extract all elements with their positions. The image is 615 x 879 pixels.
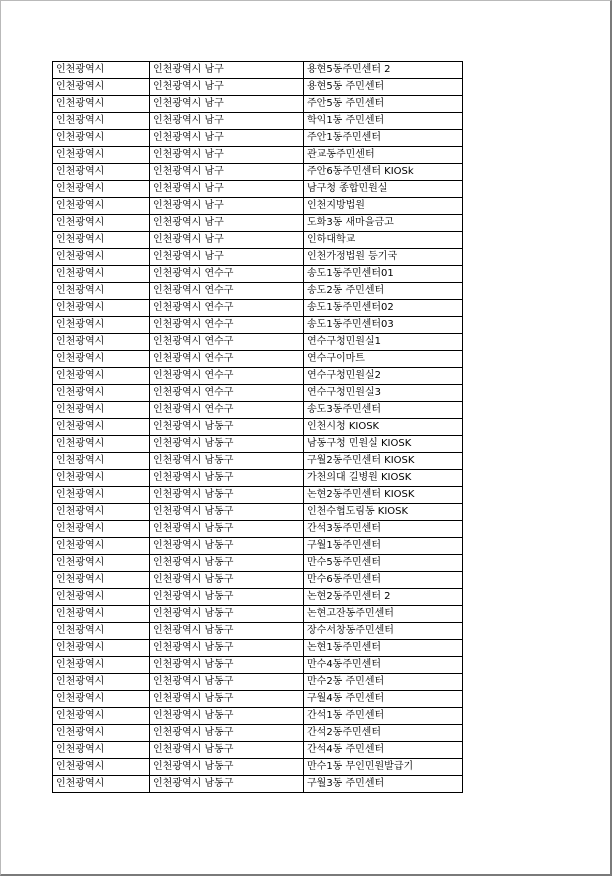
district-cell: 인천광역시 연수구 bbox=[150, 368, 304, 385]
table-row bbox=[53, 181, 463, 198]
table-row bbox=[53, 504, 463, 521]
table-row bbox=[53, 606, 463, 623]
table-row bbox=[53, 623, 463, 640]
district-cell: 인천광역시 연수구 bbox=[150, 385, 304, 402]
location-cell: 논현2동주민센터 2 bbox=[304, 589, 463, 606]
city-cell: 인천광역시 bbox=[53, 674, 150, 691]
location-cell: 만수5동주민센터 bbox=[304, 555, 463, 572]
district-cell: 인천광역시 남동구 bbox=[150, 555, 304, 572]
district-cell: 인천광역시 연수구 bbox=[150, 317, 304, 334]
location-cell: 남동구청 민원실 KIOSK bbox=[304, 436, 463, 453]
location-cell: 구월1동주민센터 bbox=[304, 538, 463, 555]
table-row bbox=[53, 62, 463, 79]
city-cell: 인천광역시 bbox=[53, 113, 150, 130]
city-cell: 인천광역시 bbox=[53, 708, 150, 725]
district-cell: 인천광역시 남동구 bbox=[150, 759, 304, 776]
city-cell: 인천광역시 bbox=[53, 283, 150, 300]
district-cell: 인천광역시 남구 bbox=[150, 130, 304, 147]
location-cell: 인천가정법원 등기국 bbox=[304, 249, 463, 266]
city-cell: 인천광역시 bbox=[53, 776, 150, 793]
location-cell: 송도1동주민센터02 bbox=[304, 300, 463, 317]
table-row bbox=[53, 555, 463, 572]
city-cell: 인천광역시 bbox=[53, 147, 150, 164]
city-cell: 인천광역시 bbox=[53, 521, 150, 538]
district-cell: 인천광역시 남동구 bbox=[150, 521, 304, 538]
city-cell: 인천광역시 bbox=[53, 300, 150, 317]
city-cell: 인천광역시 bbox=[53, 419, 150, 436]
city-cell: 인천광역시 bbox=[53, 436, 150, 453]
table-row bbox=[53, 708, 463, 725]
district-cell: 인천광역시 남구 bbox=[150, 113, 304, 130]
district-cell: 인천광역시 연수구 bbox=[150, 283, 304, 300]
city-cell: 인천광역시 bbox=[53, 198, 150, 215]
district-cell: 인천광역시 남동구 bbox=[150, 538, 304, 555]
location-cell: 논현고잔동주민센터 bbox=[304, 606, 463, 623]
table-row bbox=[53, 759, 463, 776]
table-row bbox=[53, 79, 463, 96]
city-cell: 인천광역시 bbox=[53, 266, 150, 283]
city-cell: 인천광역시 bbox=[53, 368, 150, 385]
city-cell: 인천광역시 bbox=[53, 606, 150, 623]
location-cell: 구월2동주민센터 KIOSK bbox=[304, 453, 463, 470]
table-row bbox=[53, 317, 463, 334]
table-row bbox=[53, 436, 463, 453]
city-cell: 인천광역시 bbox=[53, 640, 150, 657]
location-cell: 송도3동주민센터 bbox=[304, 402, 463, 419]
city-cell: 인천광역시 bbox=[53, 555, 150, 572]
district-cell: 인천광역시 남동구 bbox=[150, 674, 304, 691]
location-cell: 남구청 종합민원실 bbox=[304, 181, 463, 198]
location-cell: 인천지방법원 bbox=[304, 198, 463, 215]
table-row bbox=[53, 113, 463, 130]
location-cell: 용현5동 주민센터 bbox=[304, 79, 463, 96]
table-row bbox=[53, 164, 463, 181]
district-cell: 인천광역시 남구 bbox=[150, 147, 304, 164]
district-cell: 인천광역시 남동구 bbox=[150, 708, 304, 725]
city-cell: 인천광역시 bbox=[53, 249, 150, 266]
table-row bbox=[53, 640, 463, 657]
location-cell: 인하대학교 bbox=[304, 232, 463, 249]
district-cell: 인천광역시 남동구 bbox=[150, 589, 304, 606]
district-cell: 인천광역시 남동구 bbox=[150, 691, 304, 708]
table-row bbox=[53, 674, 463, 691]
city-cell: 인천광역시 bbox=[53, 453, 150, 470]
city-cell: 인천광역시 bbox=[53, 402, 150, 419]
location-cell: 만수1동 무인민원발급기 bbox=[304, 759, 463, 776]
district-cell: 인천광역시 연수구 bbox=[150, 266, 304, 283]
table-row bbox=[53, 351, 463, 368]
district-cell: 인천광역시 남동구 bbox=[150, 742, 304, 759]
location-cell: 연수구이마트 bbox=[304, 351, 463, 368]
table-row bbox=[53, 96, 463, 113]
location-cell: 송도2동 주민센터 bbox=[304, 283, 463, 300]
district-cell: 인천광역시 남동구 bbox=[150, 487, 304, 504]
table-row bbox=[53, 521, 463, 538]
city-cell: 인천광역시 bbox=[53, 725, 150, 742]
district-cell: 인천광역시 남동구 bbox=[150, 453, 304, 470]
table-row bbox=[53, 130, 463, 147]
location-cell: 간석3동주민센터 bbox=[304, 521, 463, 538]
table-row bbox=[53, 385, 463, 402]
district-cell: 인천광역시 남구 bbox=[150, 232, 304, 249]
location-cell: 연수구청민원실1 bbox=[304, 334, 463, 351]
district-cell: 인천광역시 남동구 bbox=[150, 572, 304, 589]
district-cell: 인천광역시 남동구 bbox=[150, 657, 304, 674]
city-cell: 인천광역시 bbox=[53, 538, 150, 555]
location-cell: 학익1동 주민센터 bbox=[304, 113, 463, 130]
district-cell: 인천광역시 남동구 bbox=[150, 470, 304, 487]
city-cell: 인천광역시 bbox=[53, 317, 150, 334]
district-cell: 인천광역시 남동구 bbox=[150, 606, 304, 623]
table-row bbox=[53, 657, 463, 674]
table-row bbox=[53, 725, 463, 742]
table-row bbox=[53, 487, 463, 504]
table-row bbox=[53, 589, 463, 606]
table-row bbox=[53, 283, 463, 300]
location-cell: 구월4동 주민센터 bbox=[304, 691, 463, 708]
district-cell: 인천광역시 연수구 bbox=[150, 334, 304, 351]
city-cell: 인천광역시 bbox=[53, 742, 150, 759]
table-body bbox=[53, 62, 463, 793]
location-cell: 만수2동 주민센터 bbox=[304, 674, 463, 691]
district-cell: 인천광역시 남구 bbox=[150, 198, 304, 215]
location-cell: 용현5동주민센터 2 bbox=[304, 62, 463, 79]
city-cell: 인천광역시 bbox=[53, 96, 150, 113]
city-cell: 인천광역시 bbox=[53, 181, 150, 198]
location-cell: 인천시청 KIOSK bbox=[304, 419, 463, 436]
table-row bbox=[53, 300, 463, 317]
district-cell: 인천광역시 남동구 bbox=[150, 436, 304, 453]
location-cell: 인천수협도림동 KIOSK bbox=[304, 504, 463, 521]
location-cell: 주안6동주민센터 KIOSk bbox=[304, 164, 463, 181]
table-row bbox=[53, 198, 463, 215]
city-cell: 인천광역시 bbox=[53, 130, 150, 147]
district-cell: 인천광역시 남동구 bbox=[150, 623, 304, 640]
location-cell: 장수서창동주민센터 bbox=[304, 623, 463, 640]
city-cell: 인천광역시 bbox=[53, 164, 150, 181]
district-cell: 인천광역시 연수구 bbox=[150, 351, 304, 368]
location-cell: 간석4동 주민센터 bbox=[304, 742, 463, 759]
table-row bbox=[53, 402, 463, 419]
district-cell: 인천광역시 남구 bbox=[150, 62, 304, 79]
table-row bbox=[53, 572, 463, 589]
district-cell: 인천광역시 남동구 bbox=[150, 504, 304, 521]
city-cell: 인천광역시 bbox=[53, 470, 150, 487]
city-cell: 인천광역시 bbox=[53, 62, 150, 79]
city-cell: 인천광역시 bbox=[53, 691, 150, 708]
table-row bbox=[53, 266, 463, 283]
location-cell: 만수6동주민센터 bbox=[304, 572, 463, 589]
city-cell: 인천광역시 bbox=[53, 572, 150, 589]
city-cell: 인천광역시 bbox=[53, 589, 150, 606]
district-cell: 인천광역시 남구 bbox=[150, 79, 304, 96]
city-cell: 인천광역시 bbox=[53, 759, 150, 776]
district-cell: 인천광역시 남동구 bbox=[150, 640, 304, 657]
district-cell: 인천광역시 남구 bbox=[150, 249, 304, 266]
district-cell: 인천광역시 연수구 bbox=[150, 402, 304, 419]
location-cell: 연수구청민원실2 bbox=[304, 368, 463, 385]
table-row bbox=[53, 249, 463, 266]
table-row bbox=[53, 232, 463, 249]
location-cell: 만수4동주민센터 bbox=[304, 657, 463, 674]
location-cell: 송도1동주민센터01 bbox=[304, 266, 463, 283]
table-row bbox=[53, 538, 463, 555]
location-cell: 주안1동주민센터 bbox=[304, 130, 463, 147]
location-cell: 구월3동 주민센터 bbox=[304, 776, 463, 793]
table-row bbox=[53, 742, 463, 759]
district-cell: 인천광역시 남구 bbox=[150, 164, 304, 181]
location-cell: 연수구청민원실3 bbox=[304, 385, 463, 402]
table-row bbox=[53, 776, 463, 793]
city-cell: 인천광역시 bbox=[53, 487, 150, 504]
table-row bbox=[53, 419, 463, 436]
city-cell: 인천광역시 bbox=[53, 215, 150, 232]
table-row bbox=[53, 215, 463, 232]
city-cell: 인천광역시 bbox=[53, 504, 150, 521]
district-cell: 인천광역시 남구 bbox=[150, 215, 304, 232]
table-row bbox=[53, 453, 463, 470]
district-cell: 인천광역시 남구 bbox=[150, 181, 304, 198]
table-row bbox=[53, 334, 463, 351]
table-row bbox=[53, 147, 463, 164]
city-cell: 인천광역시 bbox=[53, 79, 150, 96]
location-cell: 가천의대 길병원 KIOSK bbox=[304, 470, 463, 487]
location-cell: 관교동주민센터 bbox=[304, 147, 463, 164]
city-cell: 인천광역시 bbox=[53, 334, 150, 351]
table-row bbox=[53, 470, 463, 487]
location-table bbox=[52, 61, 463, 793]
district-cell: 인천광역시 연수구 bbox=[150, 300, 304, 317]
location-cell: 논현1동주민센터 bbox=[304, 640, 463, 657]
location-cell: 간석2동주민센터 bbox=[304, 725, 463, 742]
district-cell: 인천광역시 남구 bbox=[150, 96, 304, 113]
location-cell: 간석1동 주민센터 bbox=[304, 708, 463, 725]
city-cell: 인천광역시 bbox=[53, 385, 150, 402]
city-cell: 인천광역시 bbox=[53, 657, 150, 674]
location-cell: 송도1동주민센터03 bbox=[304, 317, 463, 334]
table-row bbox=[53, 368, 463, 385]
district-cell: 인천광역시 남동구 bbox=[150, 419, 304, 436]
city-cell: 인천광역시 bbox=[53, 623, 150, 640]
table-row bbox=[53, 691, 463, 708]
city-cell: 인천광역시 bbox=[53, 351, 150, 368]
location-cell: 도화3동 새마을금고 bbox=[304, 215, 463, 232]
location-cell: 주안5동 주민센터 bbox=[304, 96, 463, 113]
district-cell: 인천광역시 남동구 bbox=[150, 776, 304, 793]
city-cell: 인천광역시 bbox=[53, 232, 150, 249]
location-cell: 논현2동주민센터 KIOSK bbox=[304, 487, 463, 504]
district-cell: 인천광역시 남동구 bbox=[150, 725, 304, 742]
